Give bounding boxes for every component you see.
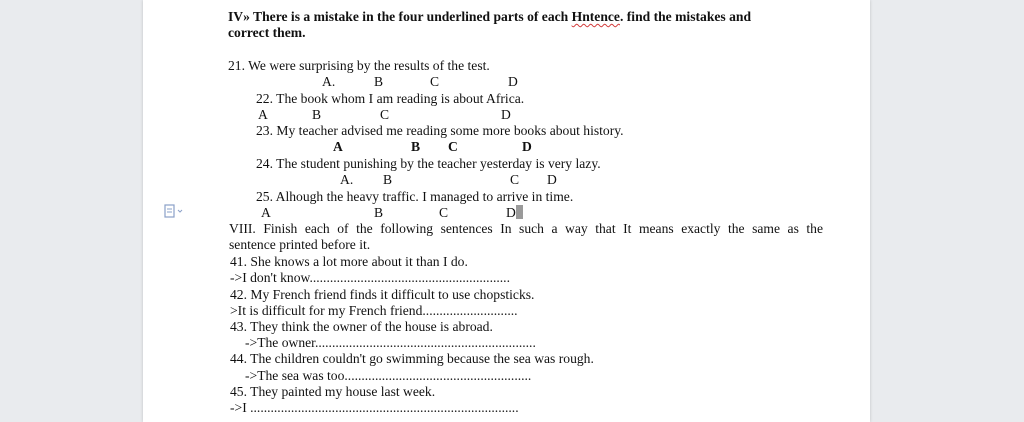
text-cursor (516, 205, 523, 219)
misspelled-word[interactable]: Hntence (571, 9, 620, 24)
q23-label-c: C (448, 139, 458, 154)
section-viii-heading: VIII. Finish each of the following sentences In such a way that It means exactly the same as the (229, 221, 823, 236)
document-icon[interactable] (163, 203, 183, 219)
answer-43[interactable]: ->The owner................................................................. (245, 335, 536, 350)
question-21: 21. We were surprising by the results of the test. (228, 58, 490, 73)
q22-label-b: B (312, 107, 322, 122)
question-41: 41. She knows a lot more about it than I do. (230, 254, 468, 269)
q22-label-c: C (380, 107, 390, 122)
answer-44[interactable]: ->The sea was too....................................................... (245, 368, 532, 383)
heading-suffix: . find the mistakes and (619, 9, 752, 24)
q24-label-b: B (383, 172, 393, 187)
q24-label-d: D (547, 172, 557, 187)
question-42: 42. My French friend finds it difficult to use chopsticks. (230, 287, 535, 302)
q25-label-c: C (439, 205, 449, 220)
q22-label-d: D (501, 107, 511, 122)
heading-prefix: IV» There is a mistake in the four underlined parts of each (228, 9, 572, 24)
question-43: 43. They think the owner of the house is abroad. (230, 319, 493, 334)
answer-42[interactable]: >It is difficult for my French friend............................ (230, 303, 518, 318)
question-44: 44. The children couldn't go swimming because the sea was rough. (230, 351, 594, 366)
question-25: 25. Alhough the heavy traffic. I managed to arrive in time. (256, 189, 574, 204)
q21-label-c: C (430, 74, 440, 89)
q21-label-d: D (508, 74, 518, 89)
section-iv-heading-line2: correct them. (228, 25, 306, 40)
q24-label-c: C (510, 172, 520, 187)
question-23: 23. My teacher advised me reading some more books about history. (256, 123, 624, 138)
q23-label-d: D (522, 139, 532, 154)
q23-label-a: A (333, 139, 343, 154)
q24-label-a: A. (340, 172, 354, 187)
q23-label-b: B (411, 139, 421, 154)
question-24: 24. The student punishing by the teacher yesterday is very lazy. (256, 156, 601, 171)
q22-label-a: A (258, 107, 268, 122)
question-45: 45. They painted my house last week. (230, 384, 436, 399)
section-viii-heading-line2: sentence printed before it. (229, 237, 371, 252)
q25-label-d: D (506, 205, 516, 220)
section-iv-heading (228, 9, 751, 25)
q25-label-a: A (261, 205, 271, 220)
answer-41[interactable]: ->I don't know........................................................... (230, 270, 510, 285)
answer-45[interactable]: ->I ............................................................................... (230, 400, 519, 415)
q21-label-b: B (374, 74, 384, 89)
question-22: 22. The book whom I am reading is about Africa. (256, 91, 525, 106)
q25-label-b: B (374, 205, 384, 220)
q21-label-a: A. (322, 74, 336, 89)
